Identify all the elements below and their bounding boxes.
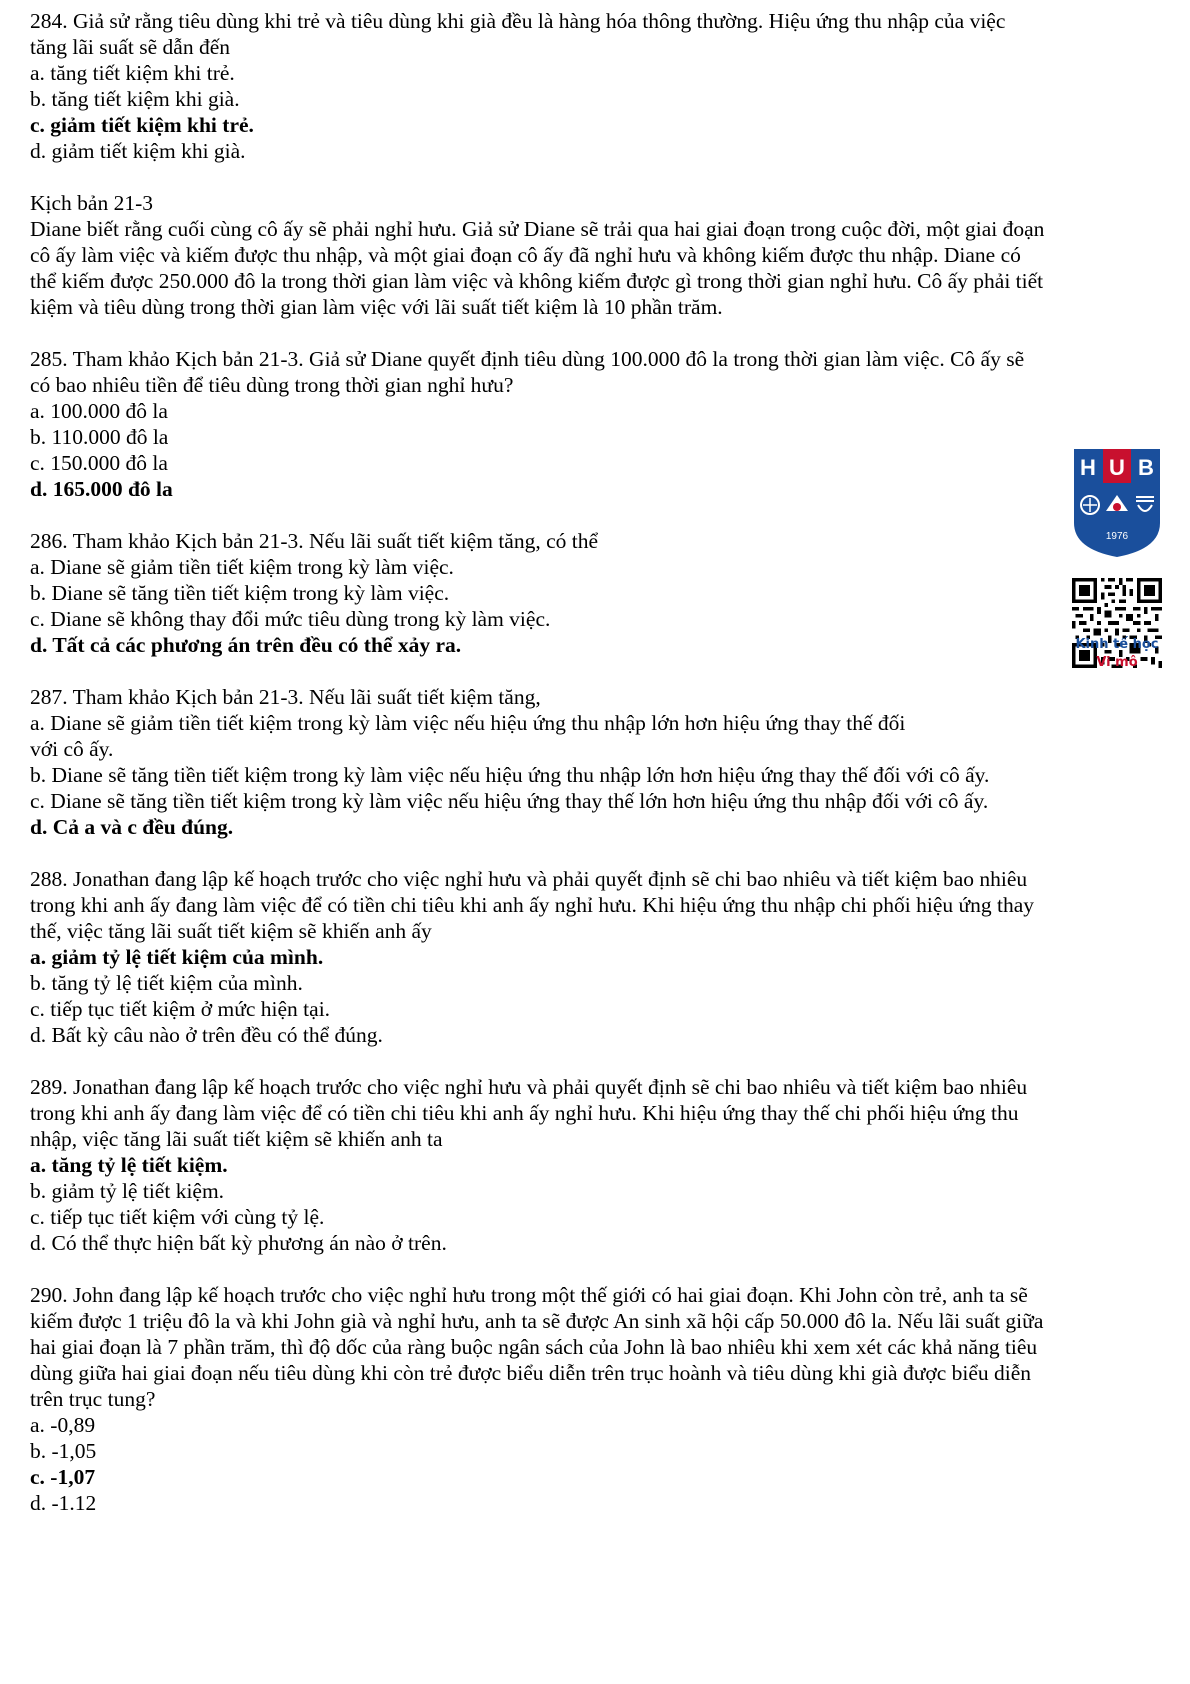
q288-option-b: b. tăng tỷ lệ tiết kiệm của mình. <box>30 971 303 995</box>
q290-stem-line-1: 290. John đang lập kế hoạch trước cho việc nghỉ hưu trong một thế giới có hai giai đoạn. Khi John còn trẻ, anh ta sẽ <box>30 1283 1028 1307</box>
q288-option-d: d. Bất kỳ câu nào ở trên đều có thể đúng. <box>30 1023 383 1047</box>
q284-option-d: d. giảm tiết kiệm khi già. <box>30 139 246 163</box>
q289-stem-line-1: 289. Jonathan đang lập kế hoạch trước cho việc nghỉ hưu và phải quyết định sẽ chi bao nhiêu và tiết kiệm bao nhiêu <box>30 1075 1028 1099</box>
q287-stem-line-1: 287. Tham khảo Kịch bản 21-3. Nếu lãi suất tiết kiệm tăng, <box>30 685 541 709</box>
q285-option-c: c. 150.000 đô la <box>30 451 168 475</box>
q288-stem-line-1: 288. Jonathan đang lập kế hoạch trước cho việc nghỉ hưu và phải quyết định sẽ chi bao nhiêu và tiết kiệm bao nhiêu <box>30 867 1028 891</box>
q290-stem-line-3: hai giai đoạn là 7 phần trăm, thì độ dốc của ràng buộc ngân sách của John là bao nhiêu khi xem xét các khả năng tiêu <box>30 1335 1038 1359</box>
q287-option-d-correct: d. Cả a và c đều đúng. <box>30 815 234 839</box>
q285-option-d-correct: d. 165.000 đô la <box>30 477 173 501</box>
q285-stem-line-1: 285. Tham khảo Kịch bản 21-3. Giả sử Diane quyết định tiêu dùng 100.000 đô la trong thời gian làm việc. Cô ấy sẽ <box>30 347 1025 371</box>
scenario-line-1: Diane biết rằng cuối cùng cô ấy sẽ phải nghỉ hưu. Giả sử Diane sẽ trải qua hai giai đoạn trong cuộc đời, một giai đoạn <box>30 217 1045 241</box>
q284-stem-line-1: 284. Giả sử rằng tiêu dùng khi trẻ và tiêu dùng khi già đều là hàng hóa thông thường. Hiệu ứng thu nhập của việc <box>30 9 1006 33</box>
q290-stem-line-4: dùng giữa hai giai đoạn nếu tiêu dùng khi còn trẻ được biểu diễn trên trục hoành và tiêu dùng khi già được biểu diễn <box>30 1361 1032 1385</box>
q290-option-c-correct: c. -1,07 <box>30 1465 96 1489</box>
scenario-title: Kịch bản 21-3 <box>30 191 153 215</box>
q288-option-c: c. tiếp tục tiết kiệm ở mức hiện tại. <box>30 997 331 1021</box>
scenario-line-3: thể kiếm được 250.000 đô la trong thời gian làm việc và không kiếm được gì trong thời gian nghỉ hưu. Cô ấy phải tiết <box>30 269 1044 293</box>
course-title-line-1: Kinh tế học <box>1075 637 1159 652</box>
q286-option-c: c. Diane sẽ không thay đổi mức tiêu dùng trong kỳ làm việc. <box>30 607 551 631</box>
q286-stem-line-1: 286. Tham khảo Kịch bản 21-3. Nếu lãi suất tiết kiệm tăng, có thể <box>30 529 599 553</box>
q284-option-c-correct: c. giảm tiết kiệm khi trẻ. <box>30 113 254 137</box>
q287-option-a-cont: với cô ấy. <box>30 737 114 761</box>
logo-letter-u: U <box>1109 455 1125 480</box>
q289-option-b: b. giảm tỷ lệ tiết kiệm. <box>30 1179 225 1203</box>
q287-option-a: a. Diane sẽ giảm tiền tiết kiệm trong kỳ làm việc nếu hiệu ứng thu nhập lớn hơn hiệu ứng thay thế đối <box>30 711 906 735</box>
q289-stem-line-2: trong khi anh ấy đang làm việc để có tiền chi tiêu khi anh ấy nghỉ hưu. Khi hiệu ứng thay thế chi phối hiệu ứng thu <box>30 1101 1019 1125</box>
q290-option-a: a. -0,89 <box>30 1413 96 1437</box>
q289-option-a-correct: a. tăng tỷ lệ tiết kiệm. <box>30 1153 228 1177</box>
logo-letter-b: B <box>1138 455 1154 480</box>
scenario-line-2: cô ấy làm việc và kiếm được thu nhập, và một giai đoạn cô ấy đã nghỉ hưu và không kiếm được thu nhập. Diane có <box>30 243 1021 267</box>
logo-year: 1976 <box>1105 531 1129 542</box>
q289-stem-line-3: nhập, việc tăng lãi suất tiết kiệm sẽ khiến anh ta <box>30 1127 443 1151</box>
q290-stem-line-5: trên trục tung? <box>30 1387 156 1411</box>
hub-university-logo <box>1070 445 1164 559</box>
q285-option-b: b. 110.000 đô la <box>30 425 169 449</box>
q285-stem-line-2: có bao nhiêu tiền để tiêu dùng trong thời gian nghỉ hưu? <box>30 373 514 397</box>
q287-option-b: b. Diane sẽ tăng tiền tiết kiệm trong kỳ làm việc nếu hiệu ứng thu nhập lớn hơn hiệu ứng thay thế đối với cô ấy. <box>30 763 990 787</box>
q287-option-c: c. Diane sẽ tăng tiền tiết kiệm trong kỳ làm việc nếu hiệu ứng thay thế lớn hơn hiệu ứng thu nhập đối với cô ấy. <box>30 789 989 813</box>
course-title-line-2: Vi mô <box>1096 655 1138 670</box>
q290-option-b: b. -1,05 <box>30 1439 97 1463</box>
q286-option-a: a. Diane sẽ giảm tiền tiết kiệm trong kỳ làm việc. <box>30 555 454 579</box>
q284-stem-line-2: tăng lãi suất sẽ dẫn đến <box>30 35 231 59</box>
q289-option-d: d. Có thể thực hiện bất kỳ phương án nào ở trên. <box>30 1231 447 1255</box>
logo-letter-h: H <box>1080 455 1096 480</box>
q288-stem-line-3: thế, việc tăng lãi suất tiết kiệm sẽ khiến anh ấy <box>30 919 432 943</box>
q289-option-c: c. tiếp tục tiết kiệm với cùng tỷ lệ. <box>30 1205 325 1229</box>
q288-stem-line-2: trong khi anh ấy đang làm việc để có tiền chi tiêu khi anh ấy nghỉ hưu. Khi hiệu ứng thu nhập chi phối hiệu ứng thay <box>30 893 1035 917</box>
q290-option-d: d. -1.12 <box>30 1491 97 1515</box>
q288-option-a-correct: a. giảm tỷ lệ tiết kiệm của mình. <box>30 945 324 969</box>
q290-stem-line-2: kiếm được 1 triệu đô la và khi John già và nghỉ hưu, anh ta sẽ được An sinh xã hội cấp 50.000 đô la. Nếu lãi suất giữa <box>30 1309 1044 1333</box>
q286-option-d-correct: d. Tất cả các phương án trên đều có thể xảy ra. <box>30 633 462 657</box>
q284-option-a: a. tăng tiết kiệm khi trẻ. <box>30 61 235 85</box>
scenario-line-4: kiệm và tiêu dùng trong thời gian làm việc với lãi suất tiết kiệm là 10 phần trăm. <box>30 295 723 319</box>
q285-option-a: a. 100.000 đô la <box>30 399 168 423</box>
q284-option-b: b. tăng tiết kiệm khi già. <box>30 87 240 111</box>
q286-option-b: b. Diane sẽ tăng tiền tiết kiệm trong kỳ làm việc. <box>30 581 450 605</box>
